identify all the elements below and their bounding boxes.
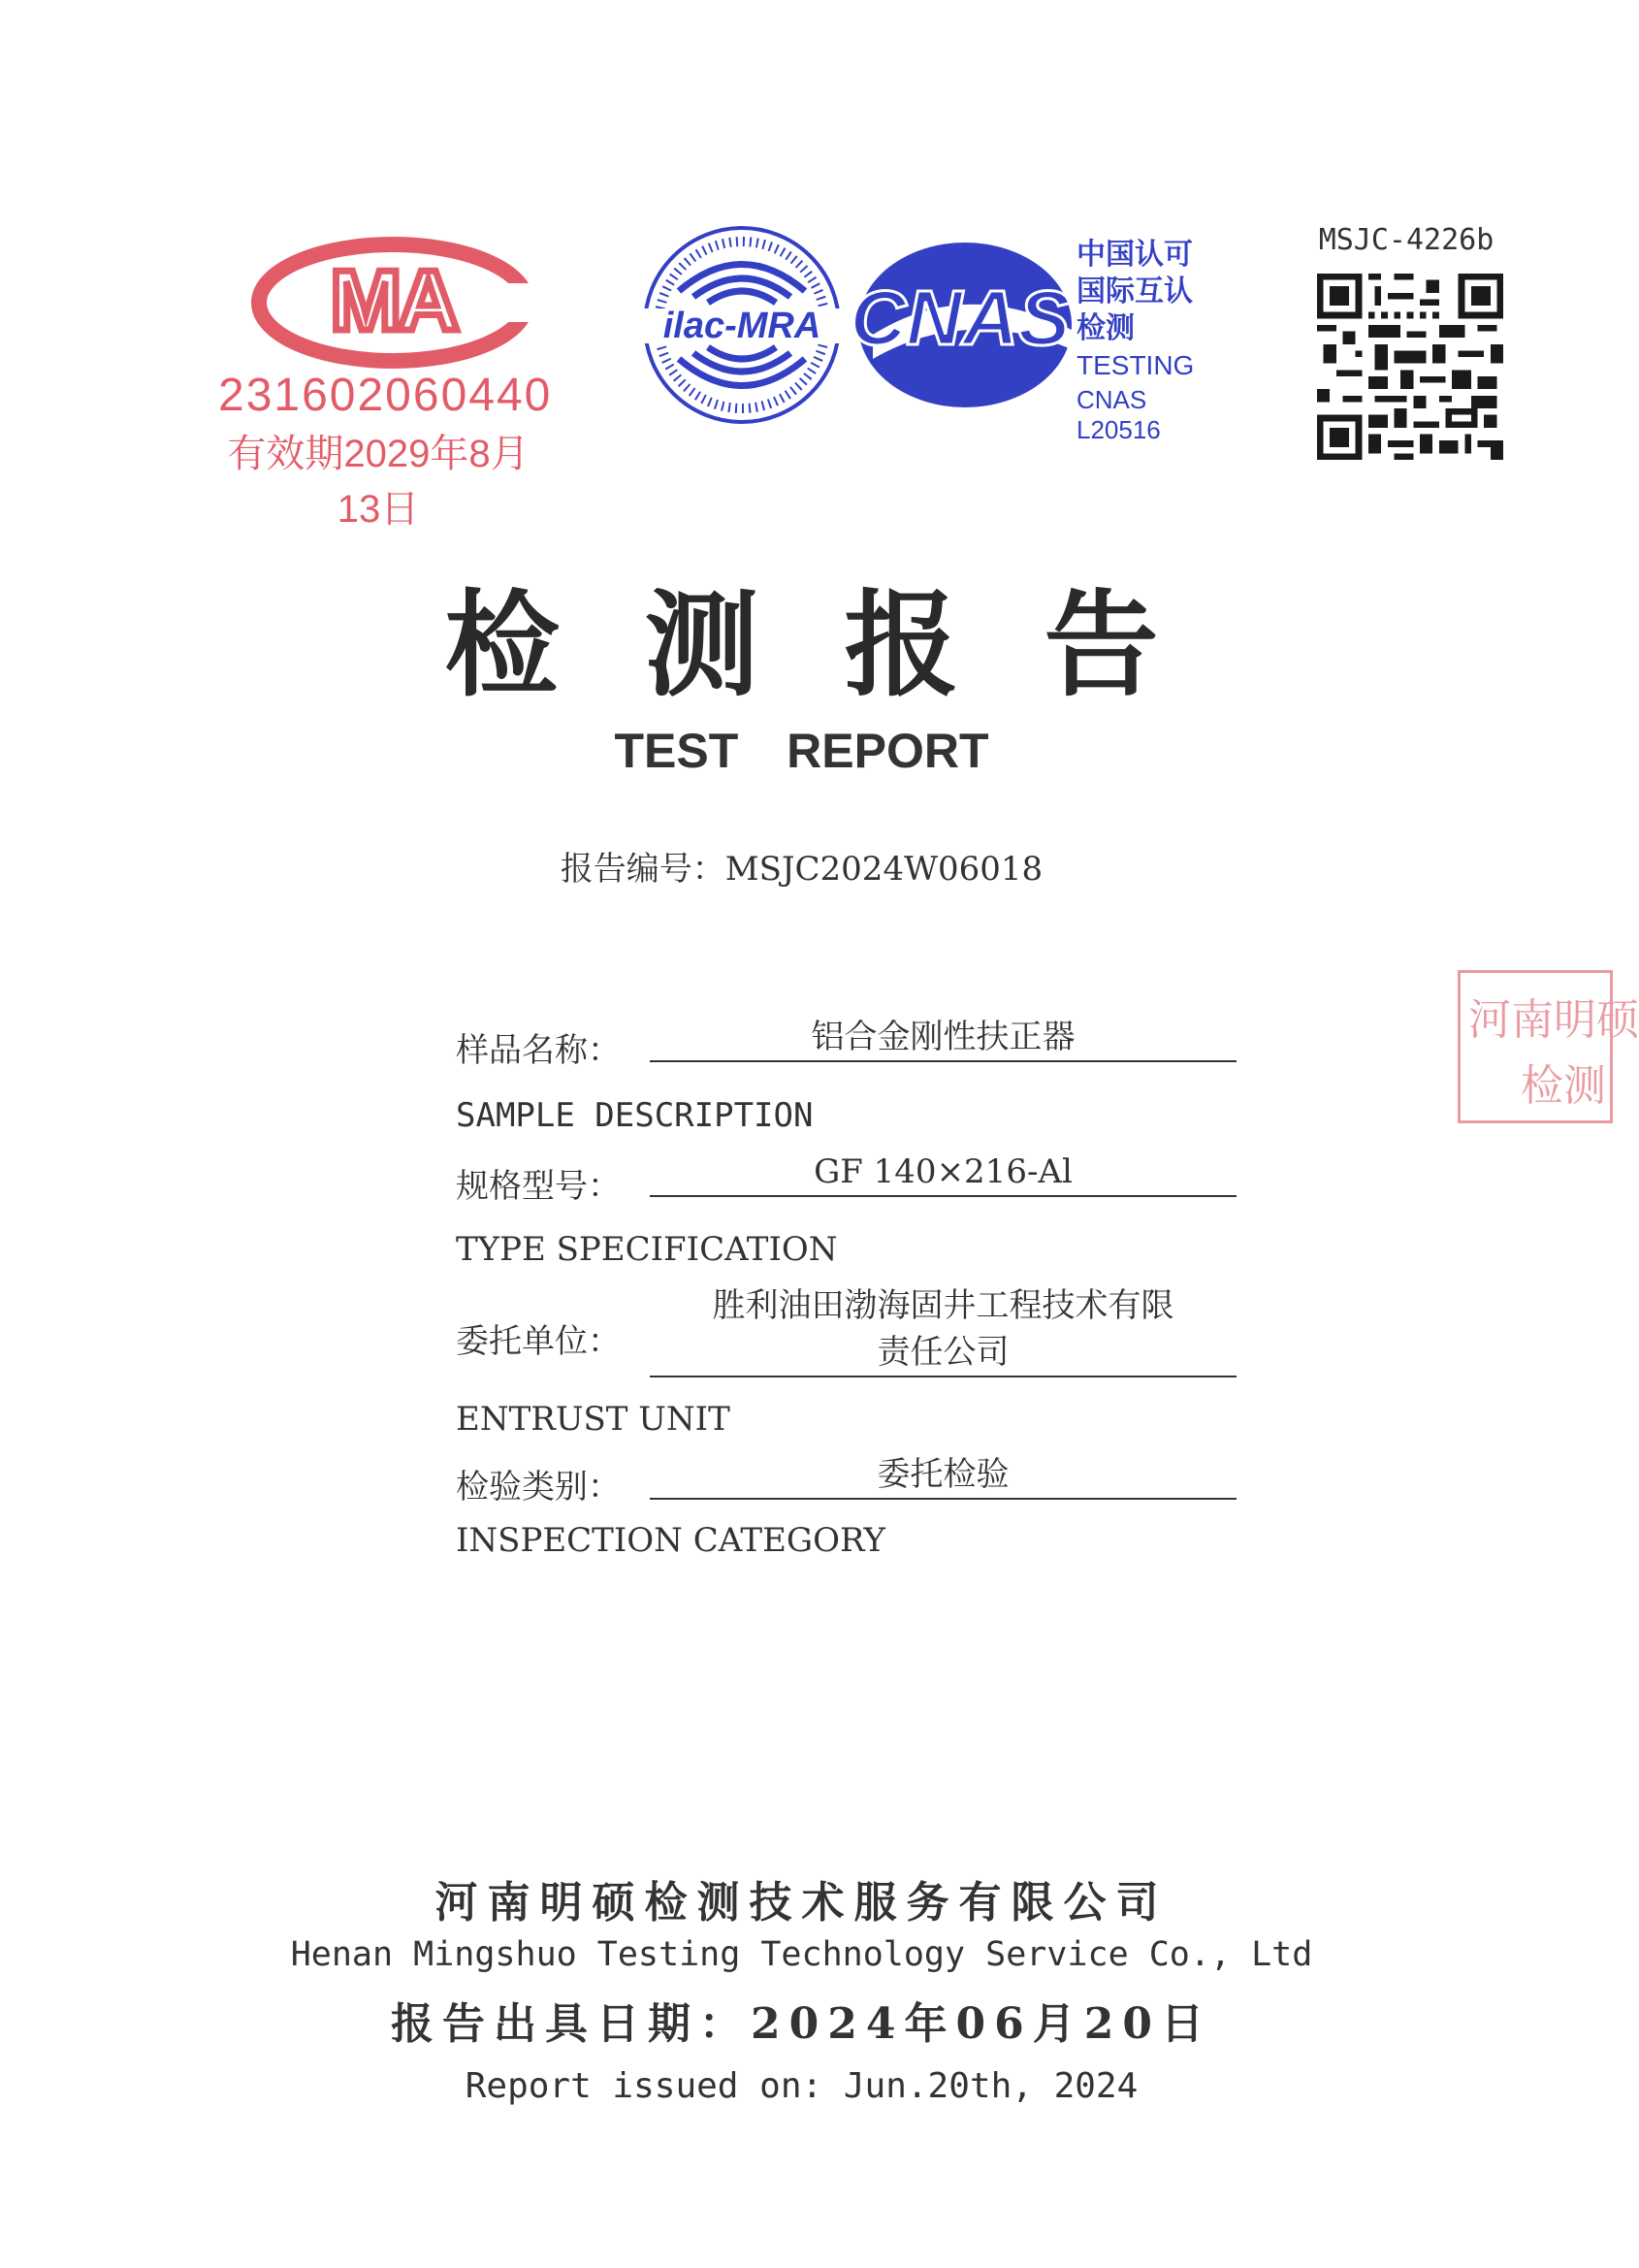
svg-text:ilac-MRA: ilac-MRA bbox=[662, 306, 821, 346]
entrust-value-line-1: 胜利油田渤海固井工程技术有限 bbox=[712, 1286, 1174, 1325]
inspection-label-en: INSPECTION CATEGORY bbox=[456, 1521, 885, 1560]
cma-cert-number: 231602060440 bbox=[218, 370, 553, 421]
cnas-testing: TESTING bbox=[1077, 350, 1195, 380]
inspection-value: 委托检验 bbox=[650, 1451, 1237, 1500]
company-name-zh: 河南明硕检测技术服务有限公司 bbox=[434, 1878, 1169, 1928]
side-stamp-line-2: 检测 bbox=[1521, 1061, 1606, 1111]
report-title-zh: 检测报告 bbox=[444, 577, 1244, 712]
cnas-zh-line-1: 中国认可 bbox=[1077, 238, 1193, 272]
sample-label-zh: 样品名称： bbox=[456, 1031, 621, 1070]
type-label-en: TYPE SPECIFICATION bbox=[456, 1230, 838, 1269]
ilac-mra-logo bbox=[640, 223, 844, 427]
type-value: GF 140×216-Al bbox=[650, 1149, 1237, 1197]
svg-text:CNAS: CNAS bbox=[850, 275, 1071, 361]
entrust-label-en: ENTRUST UNIT bbox=[456, 1400, 730, 1439]
entrust-value bbox=[650, 1282, 1237, 1377]
issue-date-zh: 报告出具日期：2024年06月20日 bbox=[391, 1999, 1212, 2049]
cnas-zh-line-3: 检测 bbox=[1077, 311, 1135, 345]
side-stamp bbox=[1458, 970, 1639, 1123]
type-label-zh: 规格型号： bbox=[456, 1167, 621, 1206]
ilac-mra-icon bbox=[640, 223, 844, 427]
issue-date-en: Report issued on: Jun.20th, 2024 bbox=[465, 2066, 1139, 2106]
side-stamp-line-1: 河南明硕 bbox=[1468, 995, 1639, 1045]
svg-text:MA: MA bbox=[330, 252, 456, 348]
cnas-logo bbox=[844, 238, 1203, 444]
report-number: 报告编号：MSJC2024W06018 bbox=[560, 850, 1044, 889]
qr-caption: MSJC-4226b bbox=[1318, 223, 1494, 257]
entrust-value-line-2: 责任公司 bbox=[877, 1333, 1010, 1372]
entrust-label-zh: 委托单位： bbox=[456, 1322, 621, 1361]
qr-code-block bbox=[1309, 223, 1503, 475]
cnas-cert-number: CNAS L20516 bbox=[1077, 385, 1161, 444]
company-name-en: Henan Mingshuo Testing Technology Service Co., Ltd bbox=[290, 1935, 1313, 1974]
sample-label-en: SAMPLE DESCRIPTION bbox=[456, 1096, 814, 1135]
cnas-zh-line-2: 国际互认 bbox=[1077, 275, 1193, 308]
report-title-en: TEST REPORT bbox=[614, 724, 989, 778]
cma-validity: 有效期2029年8月13日 bbox=[227, 433, 530, 531]
cnas-globe-icon bbox=[844, 238, 1077, 412]
sample-value: 铝合金刚性扶正器 bbox=[650, 1014, 1237, 1062]
cma-seal bbox=[218, 233, 553, 531]
qr-code-icon bbox=[1317, 274, 1503, 460]
inspection-label-zh: 检验类别： bbox=[456, 1468, 621, 1507]
cma-logo-icon bbox=[247, 233, 538, 378]
